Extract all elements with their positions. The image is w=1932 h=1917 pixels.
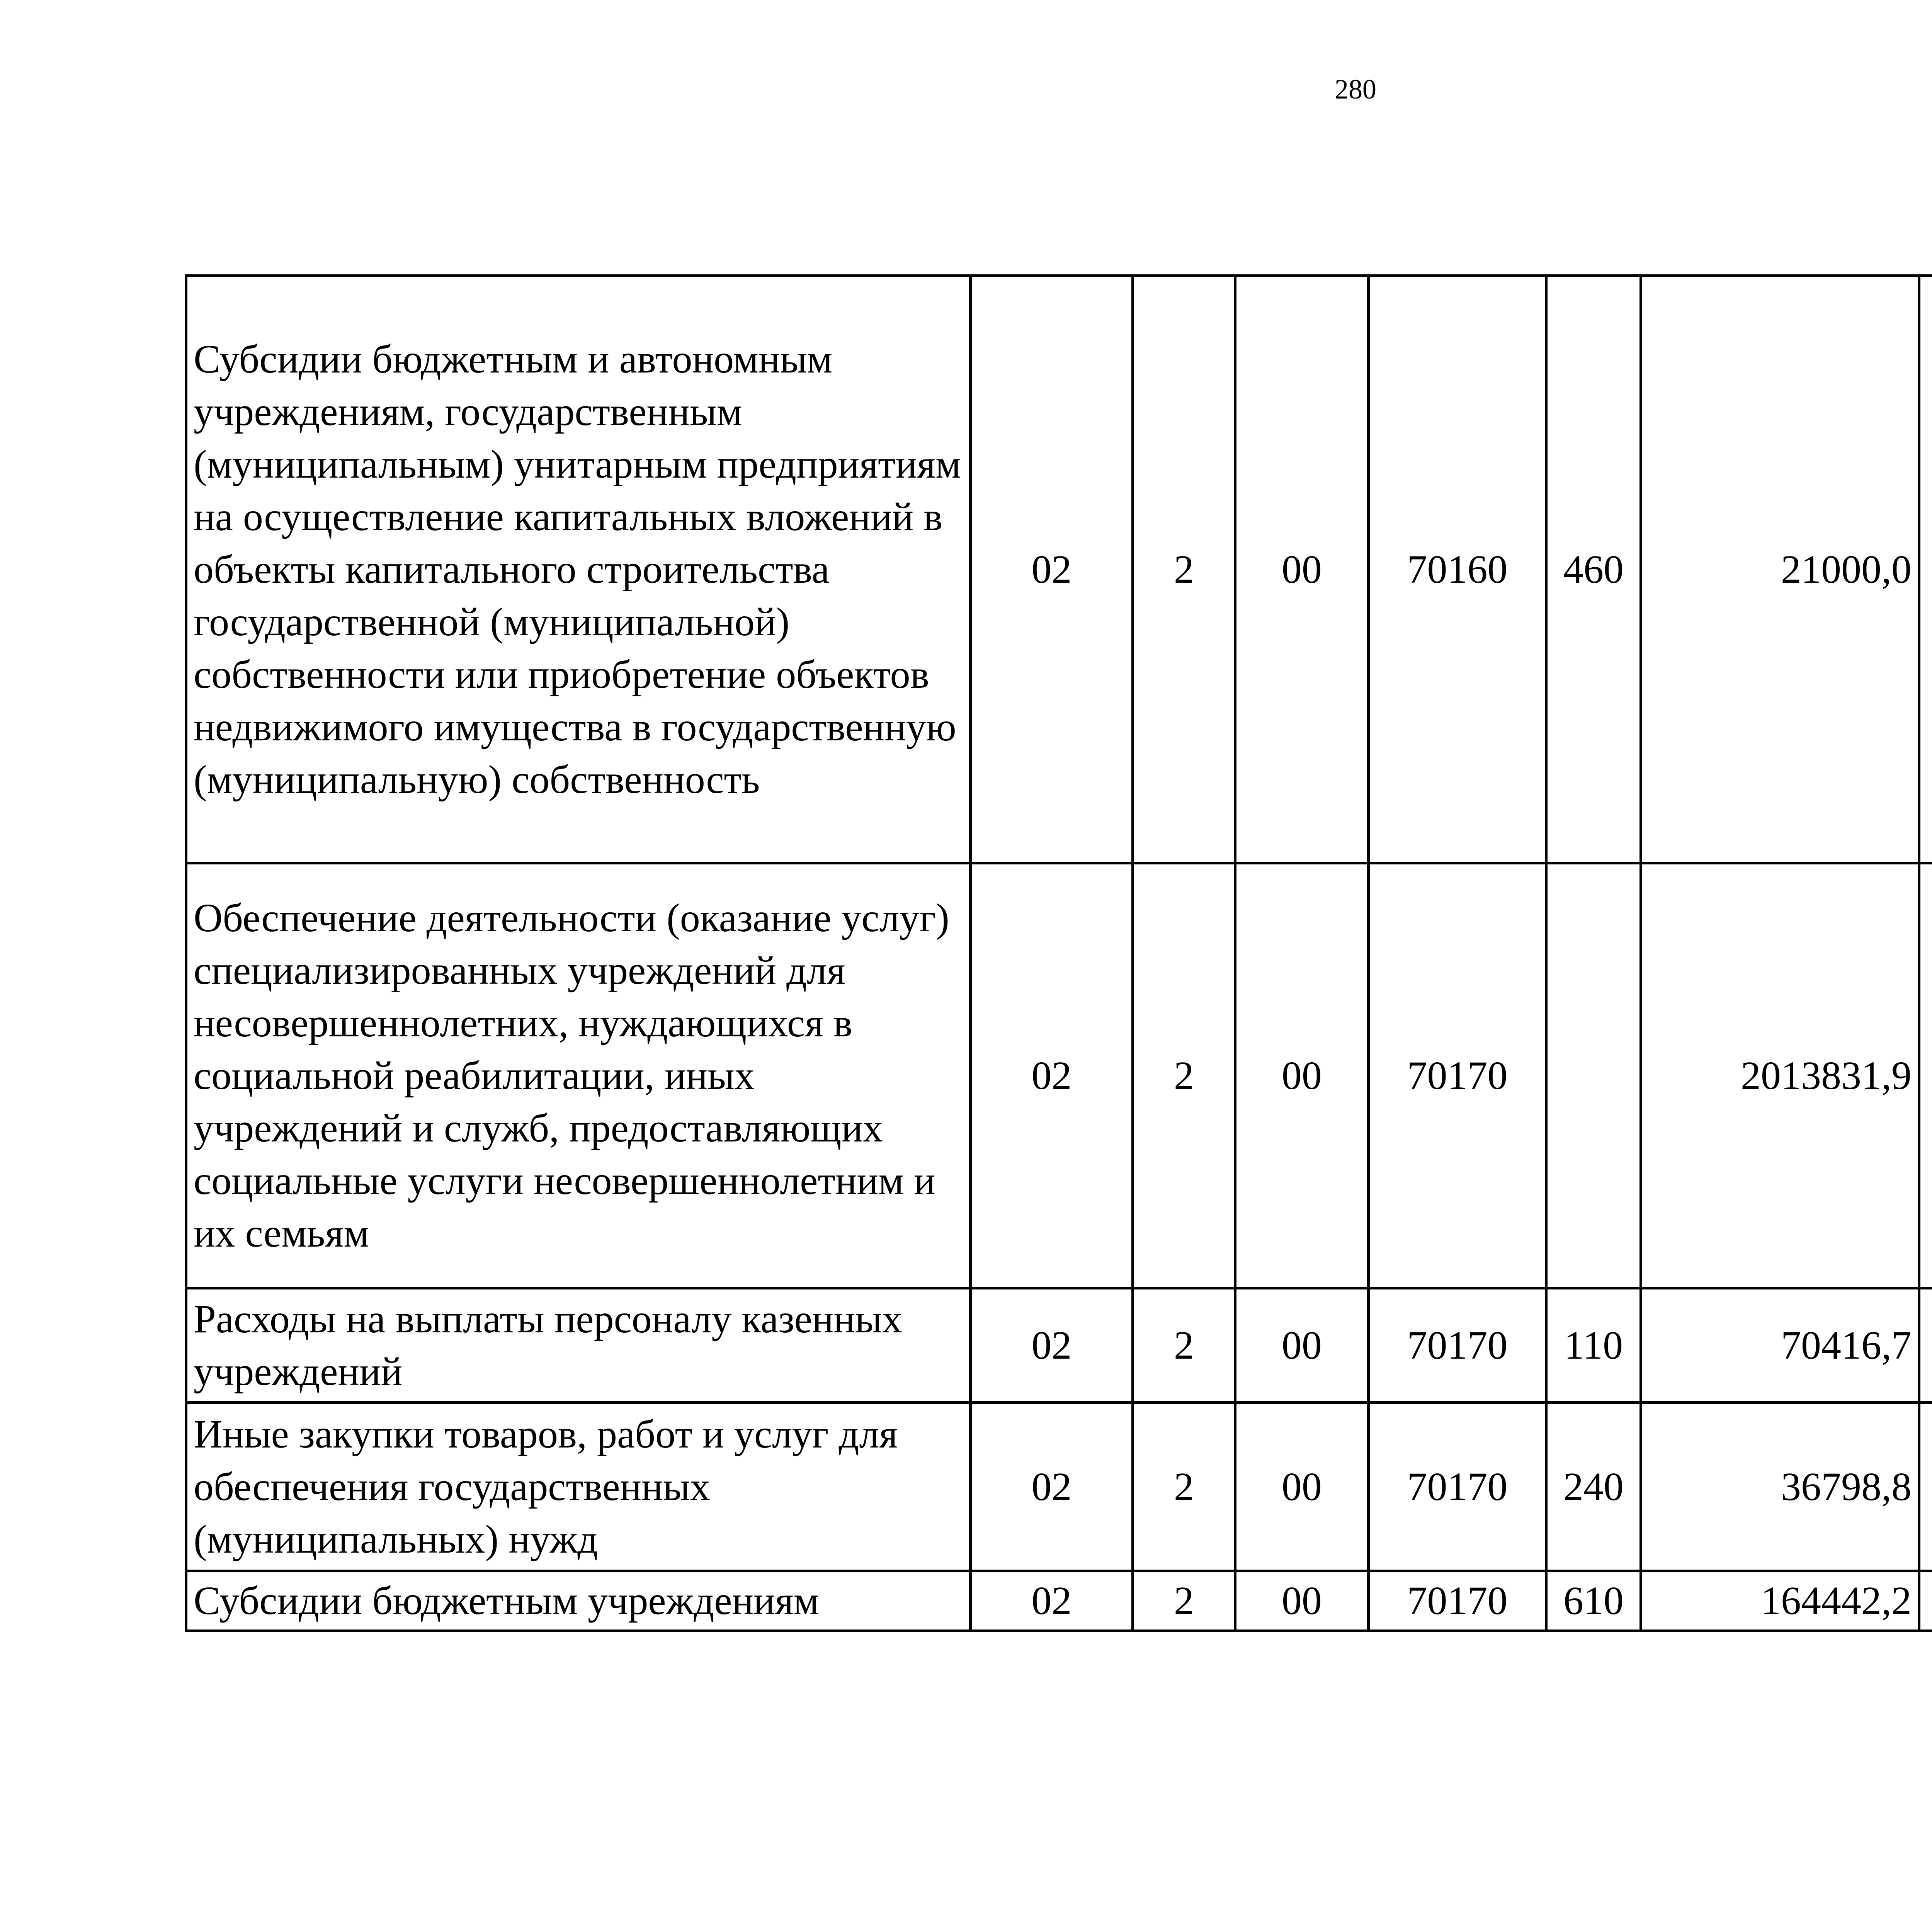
row-name: Иные закупки товаров, работ и услуг для обеспечения государственных (муниципальных) нужд [186, 1403, 971, 1571]
row-name: Обеспечение деятельности (оказание услуг) специализированных учреждений для несовершеннолетних, нуждающихся в социальной реабилитации, иных учреждений и служб, предоставляющих социальные услуги несовершеннолетним и их семьям [186, 863, 971, 1288]
table-row [186, 1403, 1932, 1571]
code-cell: 2 [1133, 863, 1235, 1288]
code-cell: 70170 [1369, 863, 1546, 1288]
code-cell: 00 [1235, 1571, 1369, 1631]
code-cell: 2 [1133, 1403, 1235, 1571]
code-cell: 2 [1133, 1288, 1235, 1403]
row-name: Субсидии бюджетным и автономным учреждениям, государственным (муниципальным) унитарным предприятиям на осуществление капитальных вложений в объекты капитального строительства государственной (муниципальной) собственности или приобретение объектов недвижимого имущества в государственную (муниципальную) собственность [186, 276, 971, 863]
amount-cell [1919, 276, 1932, 863]
amount-cell [1919, 1288, 1932, 1403]
code-cell: 2 [1133, 1571, 1235, 1631]
page-number: 280 [1335, 74, 1376, 105]
amount-cell [1919, 1571, 1932, 1631]
code-cell: 02 [971, 276, 1133, 863]
amount-cell: 70416,7 [1641, 1288, 1919, 1403]
row-name: Расходы на выплаты персоналу казенных учреждений [186, 1288, 971, 1403]
code-cell: 2 [1133, 276, 1235, 863]
table-row [186, 863, 1932, 1288]
code-cell: 70170 [1369, 1288, 1546, 1403]
code-cell: 70160 [1369, 276, 1546, 863]
code-cell: 00 [1235, 1403, 1369, 1571]
code-cell [1546, 863, 1641, 1288]
code-cell: 00 [1235, 1288, 1369, 1403]
table-row [186, 1288, 1932, 1403]
table-row [186, 276, 1932, 863]
code-cell: 00 [1235, 863, 1369, 1288]
code-cell: 00 [1235, 276, 1369, 863]
code-cell: 70170 [1369, 1403, 1546, 1571]
amount-cell [1919, 863, 1932, 1288]
amount-cell [1919, 1403, 1932, 1571]
code-cell: 110 [1546, 1288, 1641, 1403]
code-cell: 02 [971, 863, 1133, 1288]
amount-cell: 36798,8 [1641, 1403, 1919, 1571]
code-cell: 02 [971, 1571, 1133, 1631]
code-cell: 610 [1546, 1571, 1641, 1631]
amount-cell: 21000,0 [1641, 276, 1919, 863]
code-cell: 02 [971, 1403, 1133, 1571]
code-cell: 70170 [1369, 1571, 1546, 1631]
code-cell: 460 [1546, 276, 1641, 863]
code-cell: 240 [1546, 1403, 1641, 1571]
amount-cell: 2013831,9 [1641, 863, 1919, 1288]
table-row [186, 1571, 1932, 1631]
code-cell: 02 [971, 1288, 1133, 1403]
amount-cell: 164442,2 [1641, 1571, 1919, 1631]
budget-table [185, 274, 1932, 1632]
row-name: Субсидии бюджетным учреждениям [186, 1571, 971, 1631]
